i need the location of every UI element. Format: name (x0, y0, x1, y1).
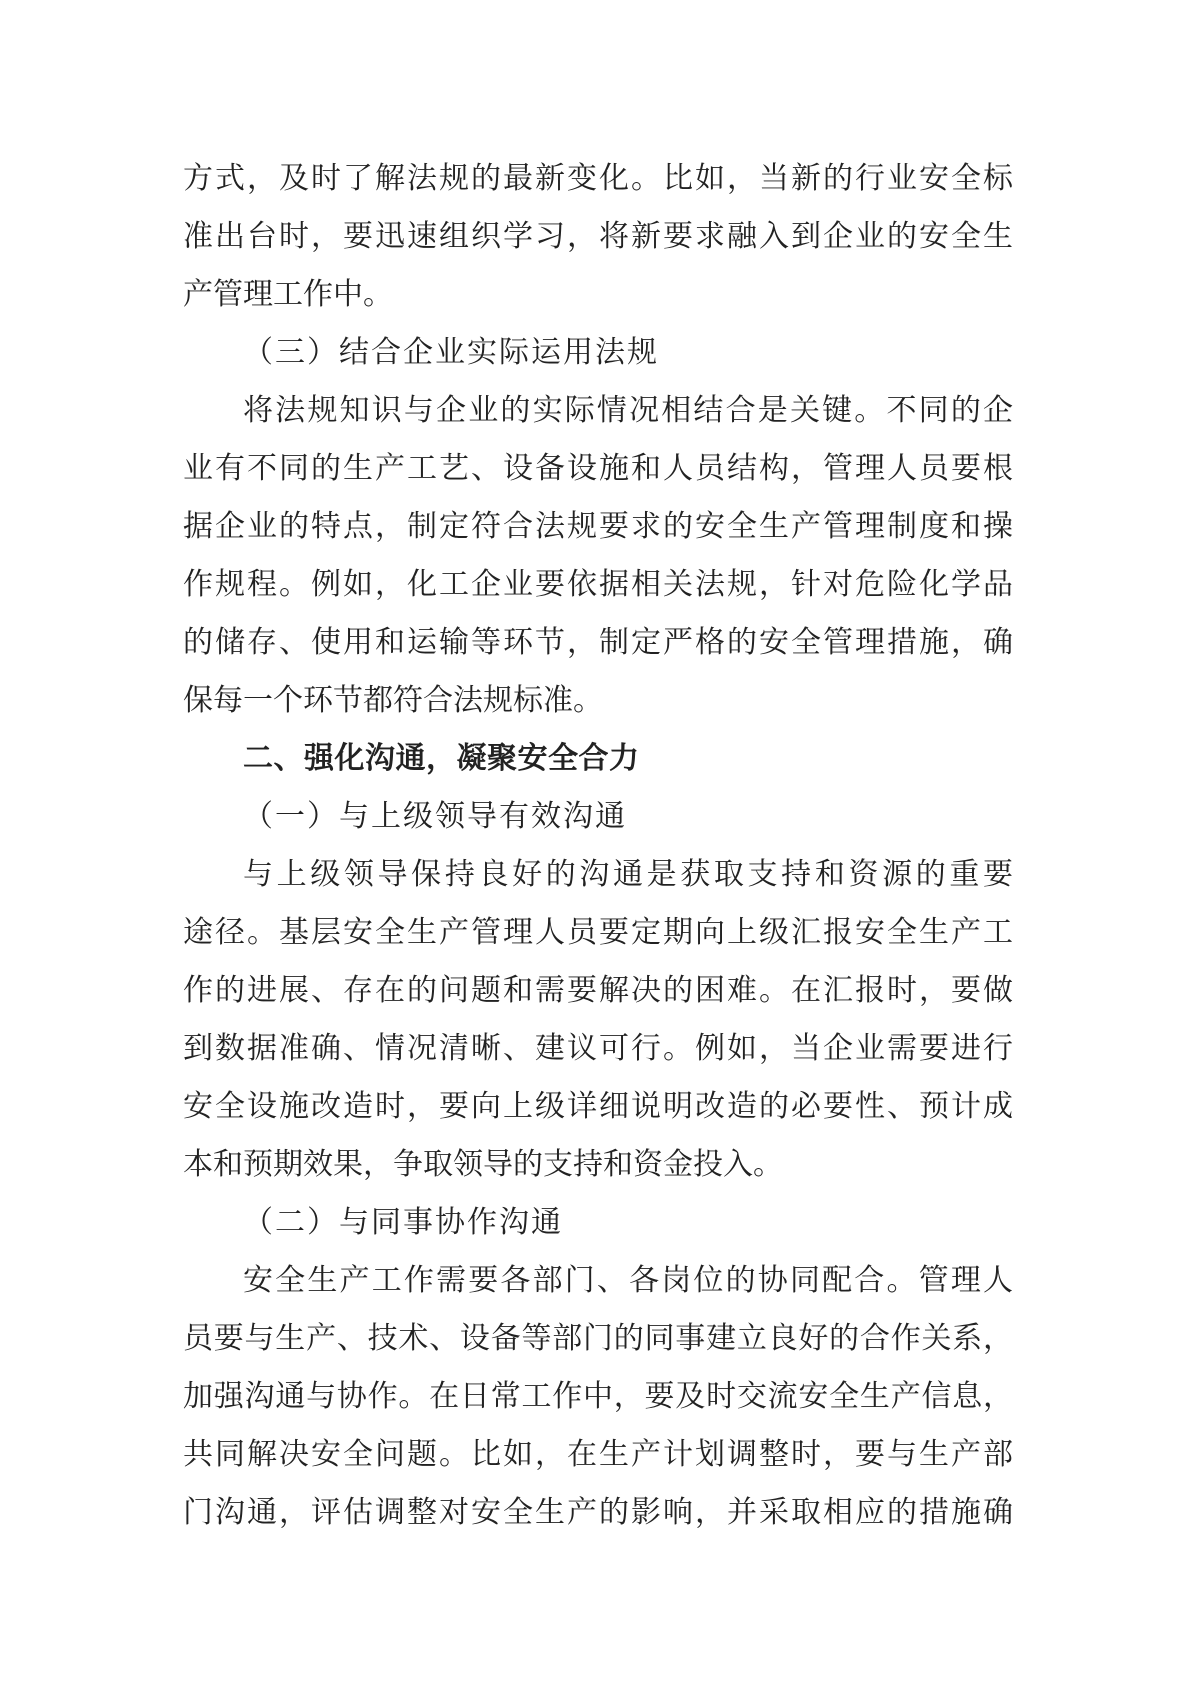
body-line-first: 与上级领导保持良好的沟通是获取支持和资源的重要 (243, 857, 1013, 892)
body-line: 门沟通，评估调整对安全生产的影响，并采取相应的措施确 (183, 1495, 1013, 1530)
body-line-last: 保每一个环节都符合法规标准。 (183, 683, 603, 718)
subheading-1: （一）与上级领导有效沟通 (243, 799, 627, 834)
body-line: 作的进展、存在的问题和需要解决的困难。在汇报时，要做 (183, 973, 1013, 1008)
body-line-last: 产管理工作中。 (183, 277, 393, 312)
body-line: 据企业的特点，制定符合法规要求的安全生产管理制度和操 (183, 509, 1013, 544)
body-line-first: 将法规知识与企业的实际情况相结合是关键。不同的企 (243, 393, 1013, 428)
body-line: 作规程。例如，化工企业要依据相关法规，针对危险化学品 (183, 567, 1013, 602)
body-line: 到数据准确、情况清晰、建议可行。例如，当企业需要进行 (183, 1031, 1013, 1066)
body-line: 加强沟通与协作。在日常工作中，要及时交流安全生产信息， (183, 1379, 1013, 1414)
body-line: 员要与生产、技术、设备等部门的同事建立良好的合作关系， (183, 1321, 1013, 1356)
body-line: 准出台时，要迅速组织学习，将新要求融入到企业的安全生 (183, 219, 1013, 254)
subheading-3: （三）结合企业实际运用法规 (243, 335, 659, 370)
body-line: 共同解决安全问题。比如，在生产计划调整时，要与生产部 (183, 1437, 1013, 1472)
section-heading-2: 二、强化沟通，凝聚安全合力 (243, 741, 640, 776)
subheading-2: （二）与同事协作沟通 (243, 1205, 563, 1240)
document-body (183, 150, 1013, 1542)
body-line: 安全设施改造时，要向上级详细说明改造的必要性、预计成 (183, 1089, 1013, 1124)
body-line: 途径。基层安全生产管理人员要定期向上级汇报安全生产工 (183, 915, 1013, 950)
body-line-last: 本和预期效果，争取领导的支持和资金投入。 (183, 1147, 783, 1182)
body-line: 的储存、使用和运输等环节，制定严格的安全管理措施，确 (183, 625, 1013, 660)
body-line: 业有不同的生产工艺、设备设施和人员结构，管理人员要根 (183, 451, 1013, 486)
body-line-first: 安全生产工作需要各部门、各岗位的协同配合。管理人 (243, 1263, 1013, 1298)
body-line: 方式，及时了解法规的最新变化。比如，当新的行业安全标 (183, 161, 1013, 196)
